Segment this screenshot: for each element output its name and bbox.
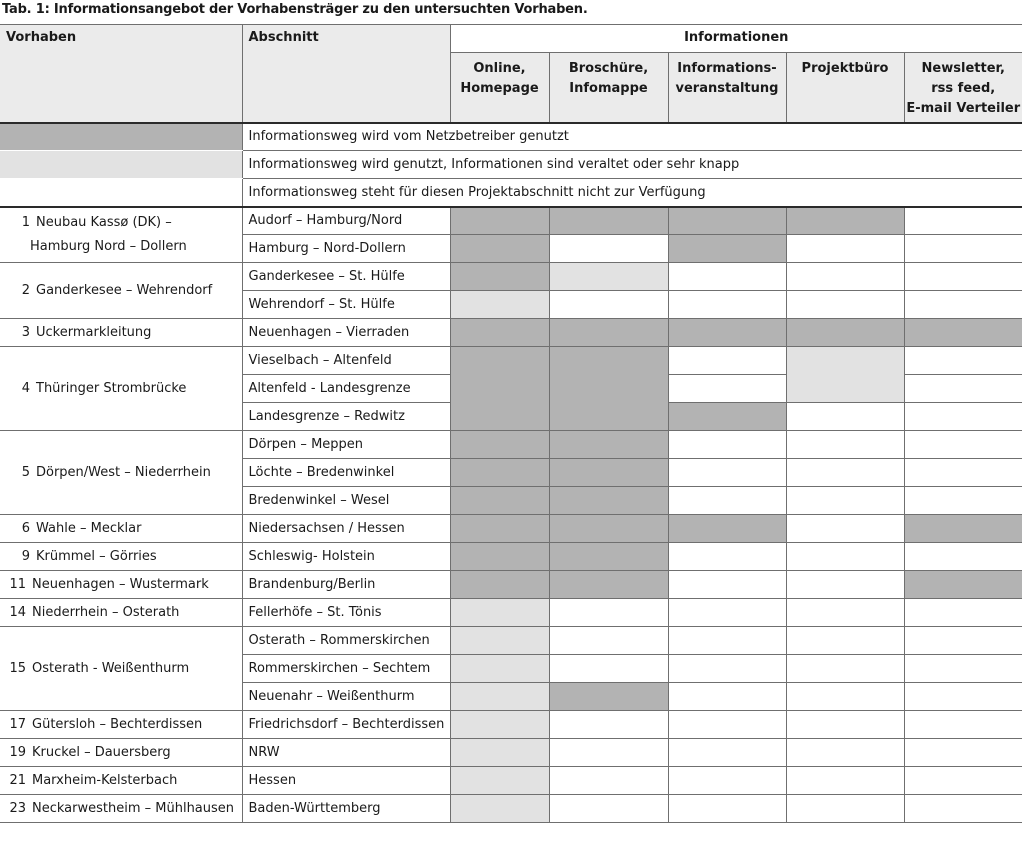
info-cell-none bbox=[549, 235, 668, 263]
info-cell-none bbox=[904, 235, 1022, 263]
info-cell-full bbox=[668, 207, 786, 235]
info-cell-none bbox=[668, 711, 786, 739]
info-cell-none bbox=[904, 487, 1022, 515]
info-cell-full bbox=[549, 683, 668, 711]
info-cell-none bbox=[904, 767, 1022, 795]
header-column-line: Newsletter, bbox=[921, 61, 1005, 76]
section-name-cell: Hessen bbox=[242, 767, 450, 795]
project-name: Osterath - Weißenthurm bbox=[32, 660, 190, 676]
info-cell-full bbox=[668, 403, 786, 431]
info-cell-full bbox=[450, 319, 549, 347]
info-cell-light bbox=[450, 683, 549, 711]
section-name-cell: Baden-Württemberg bbox=[242, 795, 450, 823]
info-cell-full bbox=[904, 571, 1022, 599]
info-cell-none bbox=[786, 683, 904, 711]
legend-swatch-full bbox=[0, 123, 242, 151]
section-name-cell: Rommerskirchen – Sechtem bbox=[242, 655, 450, 683]
info-cell-full bbox=[549, 571, 668, 599]
info-cell-full bbox=[450, 235, 549, 263]
header-column-line: Homepage bbox=[460, 81, 539, 96]
info-cell-none bbox=[549, 291, 668, 319]
project-number: 21 bbox=[9, 772, 26, 788]
info-cell-none bbox=[668, 347, 786, 375]
info-cell-full bbox=[904, 319, 1022, 347]
info-cell-full bbox=[549, 459, 668, 487]
info-cell-none bbox=[786, 711, 904, 739]
section-name-cell: Friedrichsdorf – Bechterdissen bbox=[242, 711, 450, 739]
info-cell-light bbox=[450, 739, 549, 767]
project-name: Niederrhein – Osterath bbox=[32, 604, 180, 620]
project-name: Marxheim-Kelsterbach bbox=[32, 772, 178, 788]
info-cell-none bbox=[549, 795, 668, 823]
section-name-cell: Fellerhöfe – St. Tönis bbox=[242, 599, 450, 627]
project-number: 1 bbox=[21, 214, 30, 230]
header-column-line: Informations- bbox=[677, 61, 777, 76]
legend-swatch-light bbox=[0, 151, 242, 179]
header-column-line: Online, bbox=[473, 61, 526, 76]
project-name-cell bbox=[0, 543, 242, 571]
table-row bbox=[0, 767, 1022, 795]
section-name-cell: Schleswig- Holstein bbox=[242, 543, 450, 571]
info-cell-full bbox=[450, 347, 549, 431]
info-cell-none bbox=[668, 655, 786, 683]
info-cell-none bbox=[786, 767, 904, 795]
project-number: 14 bbox=[9, 604, 26, 620]
info-cell-none bbox=[904, 683, 1022, 711]
info-cell-none bbox=[786, 795, 904, 823]
info-cell-none bbox=[904, 627, 1022, 655]
table-row bbox=[0, 431, 1022, 459]
header-column-4 bbox=[904, 53, 1022, 123]
info-cell-full bbox=[450, 543, 549, 571]
table-row bbox=[0, 599, 1022, 627]
info-cell-none bbox=[668, 291, 786, 319]
info-cell-none bbox=[904, 543, 1022, 571]
section-name-cell: Osterath – Rommerskirchen bbox=[242, 627, 450, 655]
info-cell-none bbox=[668, 459, 786, 487]
header-column-line: veranstaltung bbox=[675, 81, 779, 96]
table-row bbox=[0, 319, 1022, 347]
info-cell-none bbox=[904, 403, 1022, 431]
info-cell-none bbox=[668, 627, 786, 655]
info-cell-none bbox=[668, 263, 786, 291]
info-cell-none bbox=[904, 655, 1022, 683]
info-cell-full bbox=[450, 487, 549, 515]
project-name-cell bbox=[0, 207, 242, 263]
project-name: Dörpen/West – Niederrhein bbox=[36, 464, 211, 480]
table-row bbox=[0, 795, 1022, 823]
info-cell-none bbox=[786, 739, 904, 767]
info-cell-none bbox=[549, 767, 668, 795]
header-column-line: Infomappe bbox=[569, 81, 648, 96]
project-name-cell bbox=[0, 515, 242, 543]
info-cell-light bbox=[450, 711, 549, 739]
project-number: 4 bbox=[21, 380, 30, 396]
legend-row bbox=[0, 123, 1022, 151]
info-cell-light bbox=[786, 347, 904, 403]
info-cell-none bbox=[786, 599, 904, 627]
info-cell-none bbox=[668, 683, 786, 711]
section-name-cell: Ganderkesee – St. Hülfe bbox=[242, 263, 450, 291]
project-name: Hamburg Nord – Dollern bbox=[30, 238, 187, 254]
legend-text: Informationsweg wird vom Netzbetreiber genutzt bbox=[242, 123, 1022, 151]
info-cell-full bbox=[450, 459, 549, 487]
table-body bbox=[0, 123, 1022, 823]
table-row bbox=[0, 515, 1022, 543]
info-cell-none bbox=[786, 515, 904, 543]
project-number: 6 bbox=[21, 520, 30, 536]
table-row bbox=[0, 711, 1022, 739]
section-name-cell: Audorf – Hamburg/Nord bbox=[242, 207, 450, 235]
table-row bbox=[0, 543, 1022, 571]
table-header bbox=[0, 25, 1022, 123]
project-name: Neubau Kassø (DK) – bbox=[36, 214, 172, 230]
info-cell-light bbox=[450, 291, 549, 319]
section-name-cell: Dörpen – Meppen bbox=[242, 431, 450, 459]
info-cell-none bbox=[904, 207, 1022, 235]
project-name: Ganderkesee – Wehrendorf bbox=[36, 282, 213, 298]
info-cell-light bbox=[549, 263, 668, 291]
legend-text: Informationsweg steht für diesen Projektabschnitt nicht zur Verfügung bbox=[242, 179, 1022, 207]
info-cell-none bbox=[668, 599, 786, 627]
project-name-cell bbox=[0, 795, 242, 823]
project-name-cell bbox=[0, 263, 242, 319]
project-name-cell bbox=[0, 347, 242, 431]
project-name-cell bbox=[0, 319, 242, 347]
table-row bbox=[0, 571, 1022, 599]
project-number: 19 bbox=[9, 744, 26, 760]
project-name: Thüringer Strombrücke bbox=[36, 380, 187, 396]
project-name: Wahle – Mecklar bbox=[36, 520, 142, 536]
project-name-cell bbox=[0, 627, 242, 711]
project-number: 17 bbox=[9, 716, 26, 732]
info-cell-none bbox=[668, 431, 786, 459]
section-name-cell: Niedersachsen / Hessen bbox=[242, 515, 450, 543]
section-name-cell: Altenfeld - Landesgrenze bbox=[242, 375, 450, 403]
project-name: Krümmel – Görries bbox=[36, 548, 157, 564]
info-cell-full bbox=[668, 235, 786, 263]
info-cell-none bbox=[668, 739, 786, 767]
info-cell-none bbox=[786, 263, 904, 291]
header-vorhaben: Vorhaben bbox=[0, 25, 242, 123]
section-name-cell: Löchte – Bredenwinkel bbox=[242, 459, 450, 487]
info-cell-full bbox=[549, 431, 668, 459]
info-cell-full bbox=[450, 515, 549, 543]
info-cell-none bbox=[904, 795, 1022, 823]
info-cell-none bbox=[549, 599, 668, 627]
info-cell-light bbox=[450, 599, 549, 627]
project-number: 5 bbox=[21, 464, 30, 480]
header-column-line: Projektbüro bbox=[801, 61, 889, 76]
info-cell-none bbox=[904, 291, 1022, 319]
project-name-cell bbox=[0, 711, 242, 739]
table-row bbox=[0, 739, 1022, 767]
section-name-cell: Bredenwinkel – Wesel bbox=[242, 487, 450, 515]
section-name-cell: Wehrendorf – St. Hülfe bbox=[242, 291, 450, 319]
info-cell-none bbox=[904, 739, 1022, 767]
info-cell-full bbox=[549, 543, 668, 571]
table-row bbox=[0, 347, 1022, 375]
info-cell-full bbox=[786, 207, 904, 235]
project-name-cell bbox=[0, 431, 242, 515]
section-name-cell: Neuenhagen – Vierraden bbox=[242, 319, 450, 347]
info-cell-none bbox=[904, 263, 1022, 291]
header-column-line: E-mail Verteiler bbox=[906, 101, 1021, 116]
information-table bbox=[0, 24, 1022, 823]
info-cell-full bbox=[549, 319, 668, 347]
section-name-cell: Neuenahr – Weißenthurm bbox=[242, 683, 450, 711]
info-cell-full bbox=[549, 487, 668, 515]
project-number: 23 bbox=[9, 800, 26, 816]
info-cell-none bbox=[549, 711, 668, 739]
info-cell-none bbox=[786, 235, 904, 263]
info-cell-none bbox=[786, 571, 904, 599]
project-name-cell bbox=[0, 599, 242, 627]
info-cell-light bbox=[450, 655, 549, 683]
info-cell-none bbox=[786, 655, 904, 683]
project-number: 11 bbox=[9, 576, 26, 592]
section-name-cell: Vieselbach – Altenfeld bbox=[242, 347, 450, 375]
info-cell-full bbox=[549, 515, 668, 543]
info-cell-none bbox=[904, 599, 1022, 627]
project-number: 3 bbox=[21, 324, 30, 340]
info-cell-none bbox=[904, 431, 1022, 459]
info-cell-full bbox=[786, 319, 904, 347]
info-cell-none bbox=[668, 543, 786, 571]
header-column-line: rss feed, bbox=[931, 81, 996, 96]
header-abschnitt: Abschnitt bbox=[242, 25, 450, 123]
info-cell-light bbox=[450, 627, 549, 655]
project-name: Neckarwestheim – Mühlhausen bbox=[32, 800, 235, 816]
info-cell-none bbox=[668, 487, 786, 515]
project-name-cell bbox=[0, 739, 242, 767]
info-cell-full bbox=[668, 515, 786, 543]
header-informationen: Informationen bbox=[450, 25, 1022, 53]
info-cell-full bbox=[450, 263, 549, 291]
project-number: 2 bbox=[21, 282, 30, 298]
info-cell-none bbox=[668, 571, 786, 599]
info-cell-full bbox=[904, 515, 1022, 543]
table-row bbox=[0, 263, 1022, 291]
header-column-2 bbox=[668, 53, 786, 123]
info-cell-none bbox=[549, 627, 668, 655]
header-column-3 bbox=[786, 53, 904, 123]
table-row bbox=[0, 627, 1022, 655]
info-cell-none bbox=[904, 459, 1022, 487]
info-cell-none bbox=[904, 375, 1022, 403]
section-name-cell: Landesgrenze – Redwitz bbox=[242, 403, 450, 431]
info-cell-full bbox=[450, 431, 549, 459]
info-cell-none bbox=[668, 767, 786, 795]
info-cell-none bbox=[786, 627, 904, 655]
project-number: 9 bbox=[21, 548, 30, 564]
info-cell-full bbox=[450, 571, 549, 599]
info-cell-none bbox=[786, 543, 904, 571]
info-cell-light bbox=[450, 795, 549, 823]
info-cell-none bbox=[549, 739, 668, 767]
info-cell-full bbox=[450, 207, 549, 235]
project-name: Neuenhagen – Wustermark bbox=[32, 576, 209, 592]
info-cell-none bbox=[786, 487, 904, 515]
section-name-cell: NRW bbox=[242, 739, 450, 767]
project-name: Gütersloh – Bechterdissen bbox=[32, 716, 203, 732]
header-column-1 bbox=[549, 53, 668, 123]
info-cell-none bbox=[786, 403, 904, 431]
legend-row bbox=[0, 151, 1022, 179]
legend-swatch-none bbox=[0, 179, 242, 207]
info-cell-none bbox=[668, 795, 786, 823]
header-column-line: Broschüre, bbox=[568, 61, 649, 76]
info-cell-light bbox=[450, 767, 549, 795]
info-cell-none bbox=[786, 431, 904, 459]
info-cell-none bbox=[904, 347, 1022, 375]
project-name-cell bbox=[0, 571, 242, 599]
info-cell-none bbox=[786, 459, 904, 487]
section-name-cell: Hamburg – Nord-Dollern bbox=[242, 235, 450, 263]
info-cell-none bbox=[668, 375, 786, 403]
header-column-0 bbox=[450, 53, 549, 123]
table-row bbox=[0, 207, 1022, 235]
table-caption: Tab. 1: Informationsangebot der Vorhabensträger zu den untersuchten Vorhaben. bbox=[2, 2, 588, 17]
info-cell-none bbox=[904, 711, 1022, 739]
info-cell-full bbox=[549, 207, 668, 235]
legend-text: Informationsweg wird genutzt, Informationen sind veraltet oder sehr knapp bbox=[242, 151, 1022, 179]
legend-row bbox=[0, 179, 1022, 207]
project-name: Kruckel – Dauersberg bbox=[32, 744, 171, 760]
info-cell-none bbox=[786, 291, 904, 319]
project-name: Uckermarkleitung bbox=[36, 324, 152, 340]
info-cell-full bbox=[668, 319, 786, 347]
info-cell-full bbox=[549, 347, 668, 431]
section-name-cell: Brandenburg/Berlin bbox=[242, 571, 450, 599]
project-name-cell bbox=[0, 767, 242, 795]
project-number: 15 bbox=[9, 660, 26, 676]
info-cell-none bbox=[549, 655, 668, 683]
